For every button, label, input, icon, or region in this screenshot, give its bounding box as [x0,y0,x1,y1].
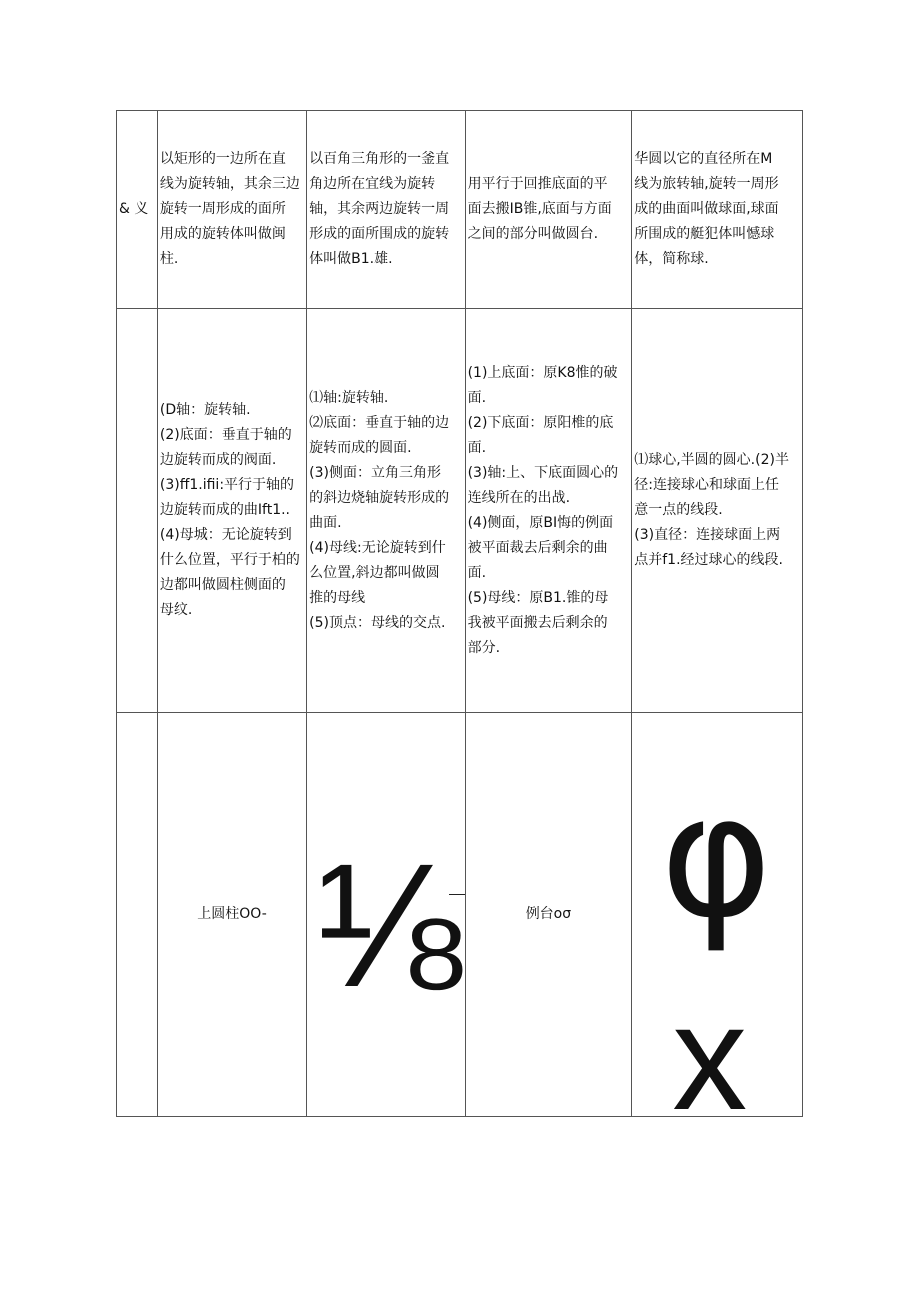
text-line: (5)母线：原B1.锥的母 [467,589,609,606]
sphere-definition [632,111,803,309]
text-line: 边都叫做圆柱侧面的 [159,577,286,593]
text-line: ⑴球心,半圆的圆心.(2)半 [634,452,789,468]
text-line: 成的曲面叫做球面,球面 [634,201,779,217]
cylinder-figure-cell [157,713,306,1117]
definition-row [117,111,803,309]
figures-row [117,713,803,1117]
cone-components [307,309,465,713]
text-line: (4)侧面，原BI悔的例面 [467,514,614,531]
cone-figure-cell [307,713,465,1117]
text-line: 面. [467,389,487,406]
frustum-components [465,309,632,713]
text-line: 形成的面所围成的旋转 [309,226,450,242]
text-line: (2)底面：垂直于轴的 [159,427,292,443]
sphere-glyph-x: x [672,972,748,1117]
text-line: 曲面. [309,514,342,531]
text-line: (3)侧面：立角三角形 [309,464,441,481]
text-line: 以矩形的一边所在直 [159,151,286,167]
text-line: 旋转而成的圆面. [309,439,412,456]
text-line: 线为旅转轴,旋转一周形 [634,176,779,192]
frustum-caption: 例台oσ [525,906,572,922]
solids-table [116,110,803,1117]
text-line: (4)母线:无论旋转到什 [309,539,446,556]
cone-figure-dash [449,894,465,895]
text-line: 柱. [159,251,179,267]
text-line: 径:连接球心和球面上任 [634,477,779,493]
cylinder-definition [157,111,306,309]
text-line: 面. [467,439,487,456]
text-line: 面去搬IB锥,底面与方面 [467,201,612,217]
text-line: ⑴轴:旋转轴. [309,389,389,406]
text-line: (4)母城：无论旋转到 [159,527,292,543]
text-line: 连线所在的出战. [467,489,571,506]
row-label-components [117,309,158,713]
text-line: (5)顶点：母线的交点. [309,614,446,631]
text-line: (3)轴:上、下底面圆心的 [467,464,619,481]
sphere-figure-cell [632,713,803,1117]
text-line: 么位置,斜边都叫做圆 [309,564,440,581]
text-line: 之间的部分叫做圆台. [467,226,599,242]
row-label-figures [117,713,158,1117]
text-line: 边旋转而成的曲Ift1.. [159,502,290,518]
text-line: 华圆以它的直径所在M [634,151,773,167]
text-line: 角边所在宜线为旋转 [309,176,436,192]
row-label-definition: & 义 [117,111,158,309]
text-line: 体，简称球. [634,251,709,267]
components-row [117,309,803,713]
sphere-components [632,309,803,713]
text-line: 的斜边烧轴旋转形成的 [309,489,450,506]
text-line: 线为旋转轴，其余三边 [159,176,300,192]
text-line: 被平面裁去后剩余的曲 [467,539,608,556]
text-line: 推的母线 [309,589,366,606]
text-line: 边旋转而成的阀面. [159,452,277,468]
text-line: 轴，其余两边旋转一周 [309,201,450,217]
text-line: (3)ff1.ifii:平行于轴的 [159,477,295,493]
text-line: 所围成的艇犯体叫憾球 [634,226,775,242]
text-line: 部分. [467,639,501,656]
text-line: (D轴：旋转轴. [159,402,251,418]
text-line: (2)下底面：原阳椎的底 [467,414,614,431]
text-line: 面. [467,564,487,581]
text-line: (1)上底面：原K8惟的破 [467,364,618,381]
text-line: 用平行于回推底面的平 [467,176,608,192]
text-line: 什么位置，平行于柏的 [159,552,300,568]
text-line: 点并f1.经过球心的线段. [634,552,783,568]
text-line: 我被平面搬去后剩余的 [467,614,608,631]
frustum-definition [465,111,632,309]
cone-figure-glyph: ⅛ [315,827,456,1024]
text-line: ⑵底面：垂直于轴的边 [309,414,450,431]
text-line: 意一点的线段. [634,502,723,518]
cylinder-components [157,309,306,713]
text-line: 旋转一周形成的面所 [159,201,286,217]
cylinder-caption: 上圆柱OO- [197,906,267,922]
text-line: 以百角三角形的一釜直 [309,151,450,167]
frustum-figure-cell [465,713,632,1117]
text-line: 体叫做B1.雄. [309,251,393,267]
sphere-glyph-phi: φ [660,757,773,956]
text-line: 用成的旋转体叫做闽 [159,226,286,242]
cone-definition [307,111,465,309]
text-line: (3)直径：连接球面上两 [634,527,781,543]
text-line: 母纹. [159,602,193,618]
